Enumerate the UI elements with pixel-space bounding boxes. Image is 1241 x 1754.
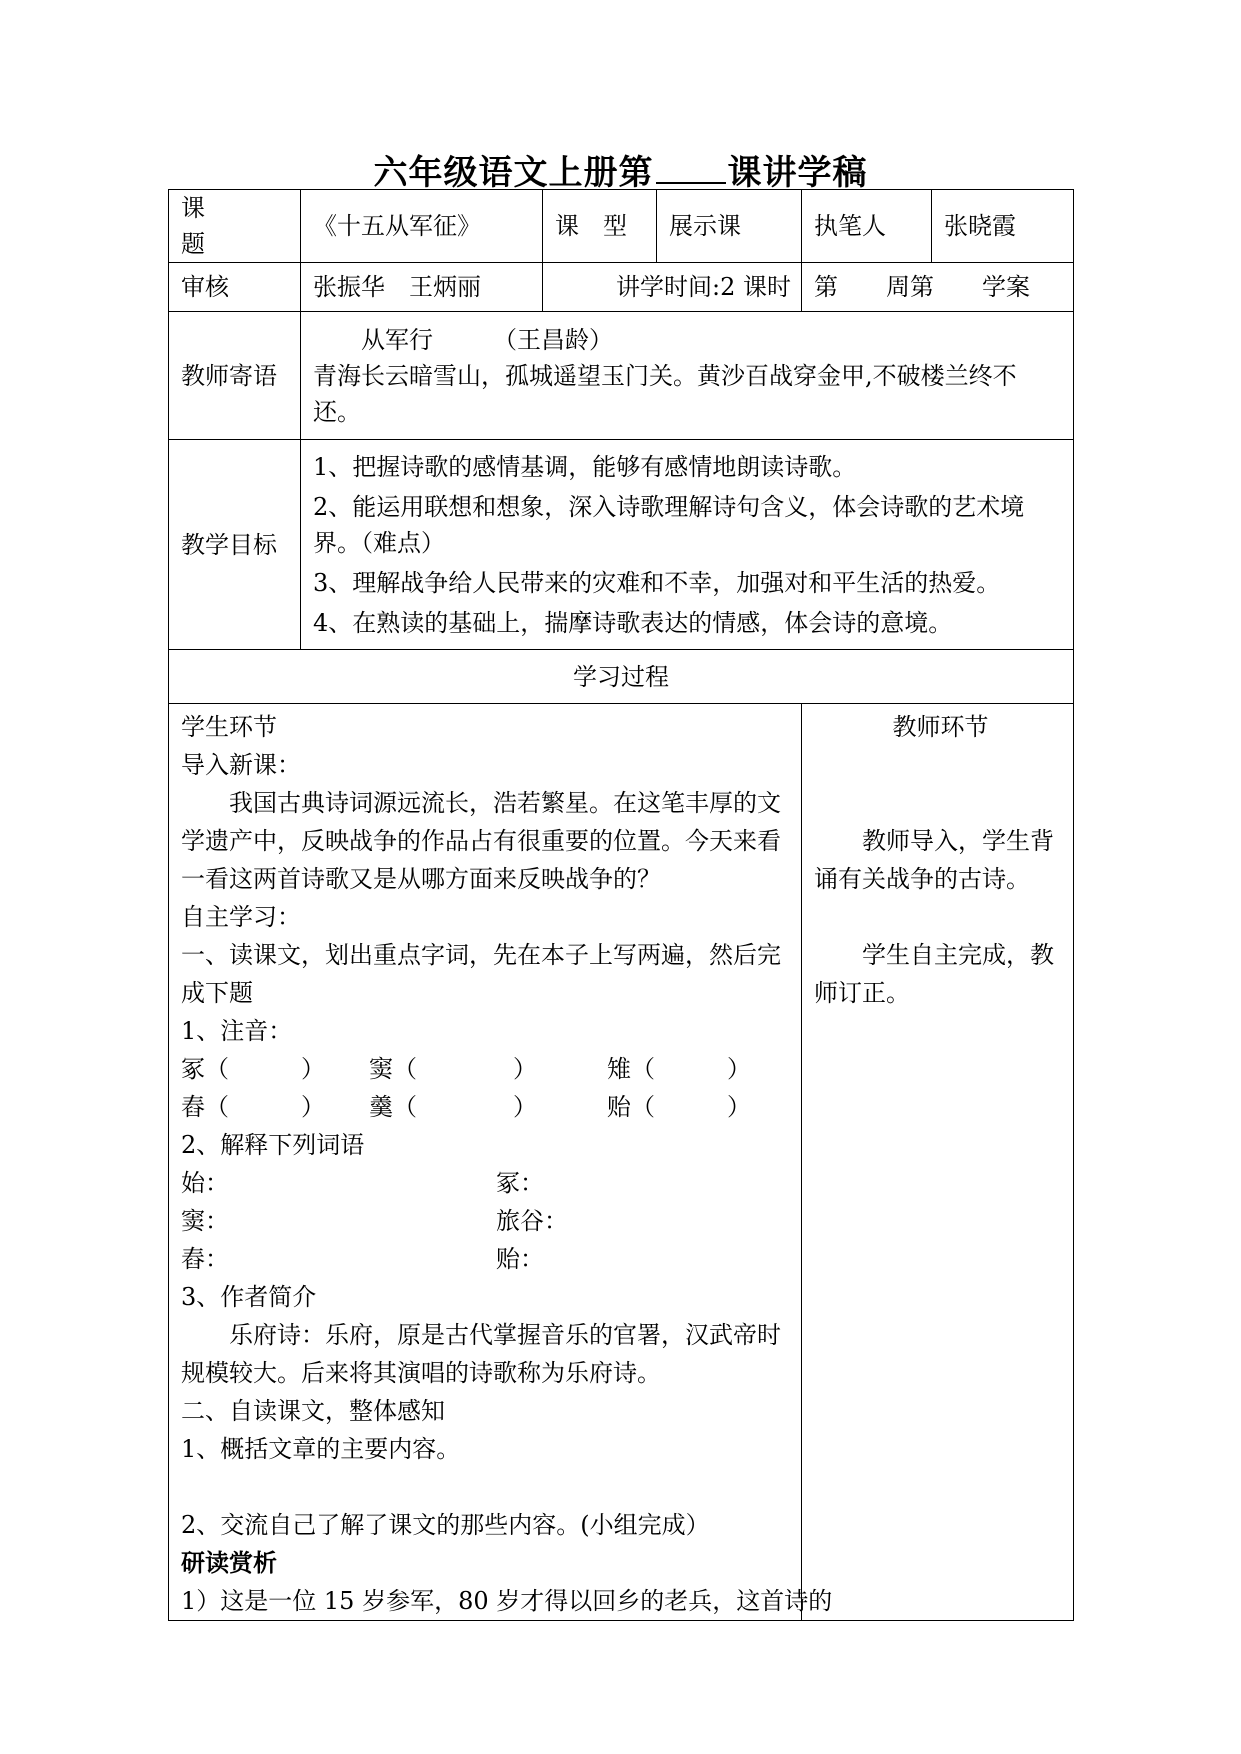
explain-item[interactable]: 窦： [181, 1207, 229, 1235]
poem-text: 青海长云暗雪山，孤城遥望玉门关。黄沙百战穿金甲,不破楼兰终不还。 [313, 361, 1017, 426]
week-label: 第 周第 学案 [802, 263, 1074, 312]
explain-item[interactable]: 贻： [496, 1245, 544, 1273]
process-body-row [169, 704, 1074, 1621]
goal-item: 1、把握诗歌的感情基调，能够有感情地朗读诗歌。 [313, 452, 857, 481]
author-intro-text: 乐府诗：乐府，原是古代掌握音乐的官署，汉武帝时规模较大。后来将其演唱的诗歌称为乐府诗。 [181, 1321, 781, 1387]
analysis-q1: 1）这是一位 15 岁参军，80 岁才得以回乡的老兵，这首诗的 [181, 1587, 833, 1615]
author-label: 执笔人 [802, 190, 932, 263]
pinyin-row [181, 1050, 793, 1088]
goal-item: 2、能运用联想和想象，深入诗歌理解诗句含义，体会诗歌的艺术境界。（难点） [313, 492, 1025, 557]
teacher-words-row [169, 312, 1074, 440]
explain-label: 2、解释下列词语 [181, 1131, 365, 1159]
goal-item: 4、在熟读的基础上，揣摩诗歌表达的情感，体会诗的意境。 [313, 608, 953, 637]
explain-item[interactable]: 旅谷： [496, 1207, 568, 1235]
teacher-column [802, 704, 1074, 1621]
type-label: 课 型 [543, 190, 657, 263]
student-heading: 学生环节 [181, 713, 277, 741]
explain-row [181, 1164, 793, 1202]
pinyin-label: 1、注音： [181, 1017, 293, 1045]
time-label: 讲学时间:2 课时 [543, 263, 802, 312]
teacher-words-content [301, 312, 1074, 440]
explain-item[interactable]: 舂： [181, 1245, 229, 1273]
goals-row [169, 440, 1074, 650]
task1: 一、读课文，划出重点字词，先在本子上写两遍，然后完成下题 [181, 941, 781, 1007]
pinyin-item[interactable]: 窦（ ） [369, 1055, 537, 1083]
goals-label: 教学目标 [169, 440, 301, 650]
review-value: 张振华 王炳丽 [301, 263, 543, 312]
topic-value: 《十五从军征》 [301, 190, 543, 263]
lesson-number-blank[interactable] [656, 154, 726, 184]
teacher-words-label: 教师寄语 [169, 312, 301, 440]
explain-item[interactable]: 冢： [496, 1169, 544, 1197]
teacher-note: 学生自主完成，教师订正。 [814, 941, 1054, 1007]
lesson-plan-table [168, 189, 1074, 1621]
self-study-label: 自主学习： [181, 903, 301, 931]
intro-label: 导入新课： [181, 751, 301, 779]
process-heading: 学习过程 [169, 650, 1074, 704]
intro-text: 我国古典诗词源远流长，浩若繁星。在这笔丰厚的文学遗产中，反映战争的作品占有很重要的位置。今天来看一看这两首诗歌又是从哪方面来反映战争的？ [181, 789, 781, 893]
process-heading-row [169, 650, 1074, 704]
poem-title: 从军行 （王昌龄） [361, 325, 613, 354]
header-row-2 [169, 263, 1074, 312]
topic-label: 课 题 [169, 190, 301, 263]
title-before: 六年级语文上册第 [373, 153, 654, 193]
pinyin-item[interactable]: 雉（ ） [607, 1055, 751, 1083]
pinyin-item[interactable]: 舂（ ） [181, 1093, 325, 1121]
pinyin-item[interactable]: 贻（ ） [607, 1093, 751, 1121]
page-title [0, 145, 1241, 194]
analysis-label: 研读赏析 [181, 1549, 277, 1577]
student-column [169, 704, 833, 1621]
explain-row [181, 1240, 793, 1278]
review-label: 审核 [169, 263, 301, 312]
explain-item[interactable]: 始： [181, 1169, 229, 1197]
teacher-heading: 教师环节 [892, 713, 989, 741]
explain-row [181, 1202, 793, 1240]
pinyin-item[interactable]: 羹（ ） [369, 1093, 537, 1121]
pinyin-row [181, 1088, 793, 1126]
goal-item: 3、理解战争给人民带来的灾难和不幸，加强对和平生活的热爱。 [313, 568, 1001, 597]
pinyin-item[interactable]: 冢（ ） [181, 1055, 325, 1083]
author-value: 张晓霞 [932, 190, 1074, 263]
header-row-1 [169, 190, 1074, 263]
task2: 二、自读课文，整体感知 [181, 1397, 445, 1425]
task2-q1: 1、概括文章的主要内容。 [181, 1435, 461, 1463]
author-intro-label: 3、作者简介 [181, 1283, 317, 1311]
answer-space[interactable] [181, 1468, 793, 1506]
goals-content [301, 440, 1074, 650]
title-after: 课讲学稿 [727, 153, 868, 193]
type-value: 展示课 [657, 190, 802, 263]
task2-q2: 2、交流自己了解了课文的那些内容。(小组完成） [181, 1511, 710, 1539]
teacher-note: 教师导入，学生背诵有关战争的古诗。 [814, 827, 1054, 893]
